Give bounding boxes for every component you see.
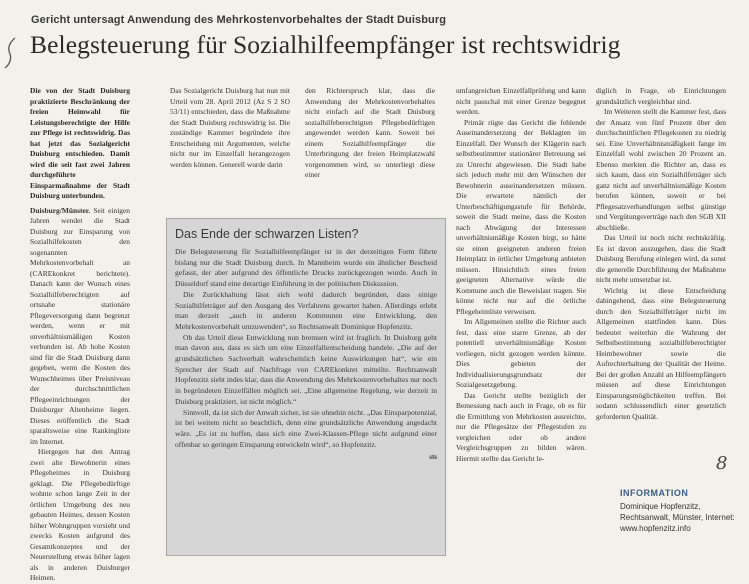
article-kicker: Gericht untersagt Anwendung des Mehrkostenvorbehaltes der Stadt Duisburg [31,14,447,26]
article-paragraph: Wichtig ist diese Entscheidung dahingehend, dass eine Belegsteuerung durch den Sozialhilfeträger nicht im Allgemeinen stattfinden kann. Dies bedeutet weiterhin die Wahrung der Selbstbestimmung sozialhilfeberechtigter Heimbewohner sowie die Aufrechterhaltung der Qualität der Heime. Bei der großen Anzahl an Hilfeempfängern müssen auf diese Einrichtungen Einsparungsmöglichkeiten treffen. Bei sodann schlussendlich einer gesetzlich geforderten Qualität. [596,285,726,421]
article-paragraph: diglich in Frage, ob Einrichtungen grundsätzlich vergleichbar sind. [596,86,726,106]
sidebar-paragraph: Ob das Urteil diese Entwicklung nun bremsen wird ist fraglich. In Duisburg geht man davon aus, dass es sich um eine Einzelfallentscheidung handele. „Die auf der grundsätzlichen Sachverhalt wahrscheinlich keine Auswirkungen hat“, wie ein Sprecher der Stadt auf Nachfrage von CAREkonkret mitteilte. Rechtsanwalt Hopfenzitz sieht indes klar, dass die Anwendung des Mehrkostenvorbehaltes nur noch in begründeten Einzelfällen möglich sei. „Eine allgemeine Regelung, wie derzeit in Duisburg praktiziert, ist nicht möglich.“ [175,332,437,406]
sidebar-paragraph: Die Zurückhaltung lässt sich wohl dadurch begründen, dass einige Sozialhilfeträger auf den Ausgang des Verfahrens gewartet haben. Allerdings erlebt man derzeit „auch in anderen Kommunen eine Entwicklung, den Mehrkostenvorbehalt umzuwenden“, so Rechtsanwalt Dominique Hopfenzitz. [175,289,437,331]
article-paragraph: Duisburg/Münster. Seit einigen Jahren wendet die Stadt Duisburg zur Einsparung von Sozialhilfekosten den sogenannten Mehrkostenvorbehalt an (CAREkonkret berichtete). Danach kann der Wunsch eines Sozialhilfeberechtigten auf ortsnahe stationäre Pflegeversorgung dann begrenzt werden, wenn er mit unverhältnismäßigen Kosten verbunden ist. Ab hohe Kosten sind für die Stadt Duisburg dann gegeben, wenn die Kosten des Wunschheimes über Preisniveau der durchschnittlichen Pflegeeinrichtungen der Duisburger Altenheime liegen. Dieses eröffentlich die Stadt sparaltsweise eine Rankingliste im Internet. [30,205,130,446]
sidebar-title: Das Ende der schwarzen Listen? [175,227,359,241]
info-box [620,488,738,534]
dateline: Duisburg/Münster. [30,205,91,215]
article-column-2 [170,86,290,220]
article-paragraph: Das Sozialgericht Duisburg hat nun mit Urteil vom 28. April 2012 (Az S 2 SO 53/11) entschieden, dass die Maßnahme der Stadt Duisburg rechtswidrig ist. Die zuständige Kammer begründete ihre Entscheidung mit Argumenten, welche nicht nur im Einzelfall herangezogen werden können. Generell wurde darin [170,86,290,169]
article-headline: Belegsteuerung für Sozialhilfeempfänger ist rechtswidrig [30,30,621,59]
article-paragraph: Das Gericht stellte bezüglich der Bemessung nach auch in Frage, ob es für die Ermittlung von Mehrkosten ausreichte, nur die Pflegesätze der Pflegestufen zu vergleichen oder ob andere Vergleichsgruppen zu bilden wären. Hiermit stellte das Gericht le- [456,390,586,463]
sidebar-box [166,218,446,556]
article-paragraph: Das Urteil ist noch nicht rechtskräftig. Es ist davon auszugehen, dass die Stadt Duisburg Berufung einlegen wird, da sonst die generelle Durchführung der Maßnahme nicht mehr umsetzbar ist. [596,233,726,284]
article-column-3 [305,86,435,220]
sidebar-paragraph: Die Belegsteuerung für Sozialhilfeempfänger ist in der derzeitigen Form führte bislang nur die Stadt Duisburg durch. In Mannheim wurde ein ähnlicher Bescheid gefasst, der aber aufgrund des öffentliche Drucks zurückgezogen wurde. Auch in Düsseldorf stand eine derartige Einführung in der politischen Diskussion. [175,247,437,289]
sidebar-paragraph: Sinnvoll, da ist sich der Anwalt sicher, ist sie ohnehin nicht. „Das Einsparpotenzial, ist bei weitem nicht so beachtlich, denn eine grundsätzliche Anwendung angedacht wäre. „Es ist zu hoffen, dass sich eine Zwei-Klassen-Pflege nicht aufgrund einer offenbar so geringen Einsparung entwickeln wird“, so Hopfenzitz. [175,407,437,449]
article-paragraph: Im Weiteren stellt die Kammer fest, dass der Ansatz von fünf Prozent über den durchschnittlichen Pflegekosten zu niedrig sei. Eine Unverhältnismäßigkeit fange im Einzelfall wohl zwischen 20 Prozent an. Ebenso merkten die Richter an, dass es sich kaum, dass ein Sozialhilfeträger sich ganz nicht auf unverhältnismäßige Kosten berufen können, soweit er bei Pflegesatzverhandlungen selbst günstige und Vergütungsverträge nach den SGB XII abschließe. [596,107,726,232]
article-paragraph: umfangreichen Einzelfallprüfung und kann nicht pauschal mit einer Grenze begegnet werden. [456,86,586,116]
article-lead: Die von der Stadt Duisburg praktizierte Beschränkung der freien Heimwahl für Leistungsberechtigte der Hilfe zur Pflege ist rechtswidrig. Das hat jetzt das Sozialgericht Duisburg entschieden. Damit wird die seit fast zwei Jahren durchgeführte Einsparmaßnahme der Stadt Duisburg unterbunden. [30,86,130,200]
article-paragraph: Hiergegen hat den Antrag zwei alte Bewohnerin eines Pflegeheimes in Duisburg geklagt. Die Pflegebedürftige wohnte schon lange Zeit in der örtlichen Umgebung des neu gebauten Heimes, dessen Kosten höher Wohngruppen vorsieht und zwecks Kosten aufgrund des Gesamtkonzeptes und der Neuerstellung etwas höher lagen als in anderen Duisburger Heimen. [30,447,130,582]
article-paragraph: Primär rügte das Gericht die fehlende Auseinandersetzung der Beklagten im Einzelfall. Der Wunsch der Klägerin nach selbstbestimmter stationärer Betreuung sei zu Unrecht abgewiesen. Die Stadt habe sich jedoch mehr mit den Wünschen der Bewohnerin auseinandersetzen müssen. Die erwartete nämlich der Unterbeschäftigungsstufe für Behörde, soweit die Stadt meine, dass die Kosten nach Abwägung der Interessen unverhältnismäßige Kosten birgt, so hätte sie einen geeigneten anderen freien Heimplatz in örtlicher Umgebung anbieten müssen. Hinsichtlich eines freien geeigneten Alternative würde die Kommune auch die Beweislast tragen. Sie könne nicht nur auf die örtliche Pflegeheimliste verweisen. [456,117,586,316]
info-title: INFORMATION [620,488,689,498]
sidebar-text [175,247,437,463]
info-line: Rechtsanwalt, Münster, Internet: www.hopfenzitz.info [620,513,735,533]
author-signature: sts [429,453,437,462]
svg-text:8: 8 [716,453,728,474]
article-paragraph: den Richterspruch klar, dass die Anwendung der Mehrkostenvorbehaltes nicht einfach auf die Stadt Duisburg sozialhilfeberechtigten Pflegebedürftigen angewendet werden kann. Soweit bei einem Sozialhilfeempfänger die Unterbringung der freien Heimplatzwahl vorgenommen wird, so unterliegt diese einer [305,86,435,179]
info-line: Dominique Hopfenzitz, [620,502,701,511]
handwritten-mark-icon [2,36,24,70]
article-paragraph: Im Allgemeinen stellte die Richter auch fest, dass eine starre Grenze, ab der potentiell unverhältnismäßige Kosten vorliegen, nicht gezogen werden könnte. Dies gebieten der Individualisierungsgrundsatz der Sozialgesetzgebung. [456,317,586,389]
article-column-4 [456,86,586,570]
article-column-1 [30,86,130,582]
article-column-5 [596,86,726,431]
handwritten-page-number [713,450,733,474]
